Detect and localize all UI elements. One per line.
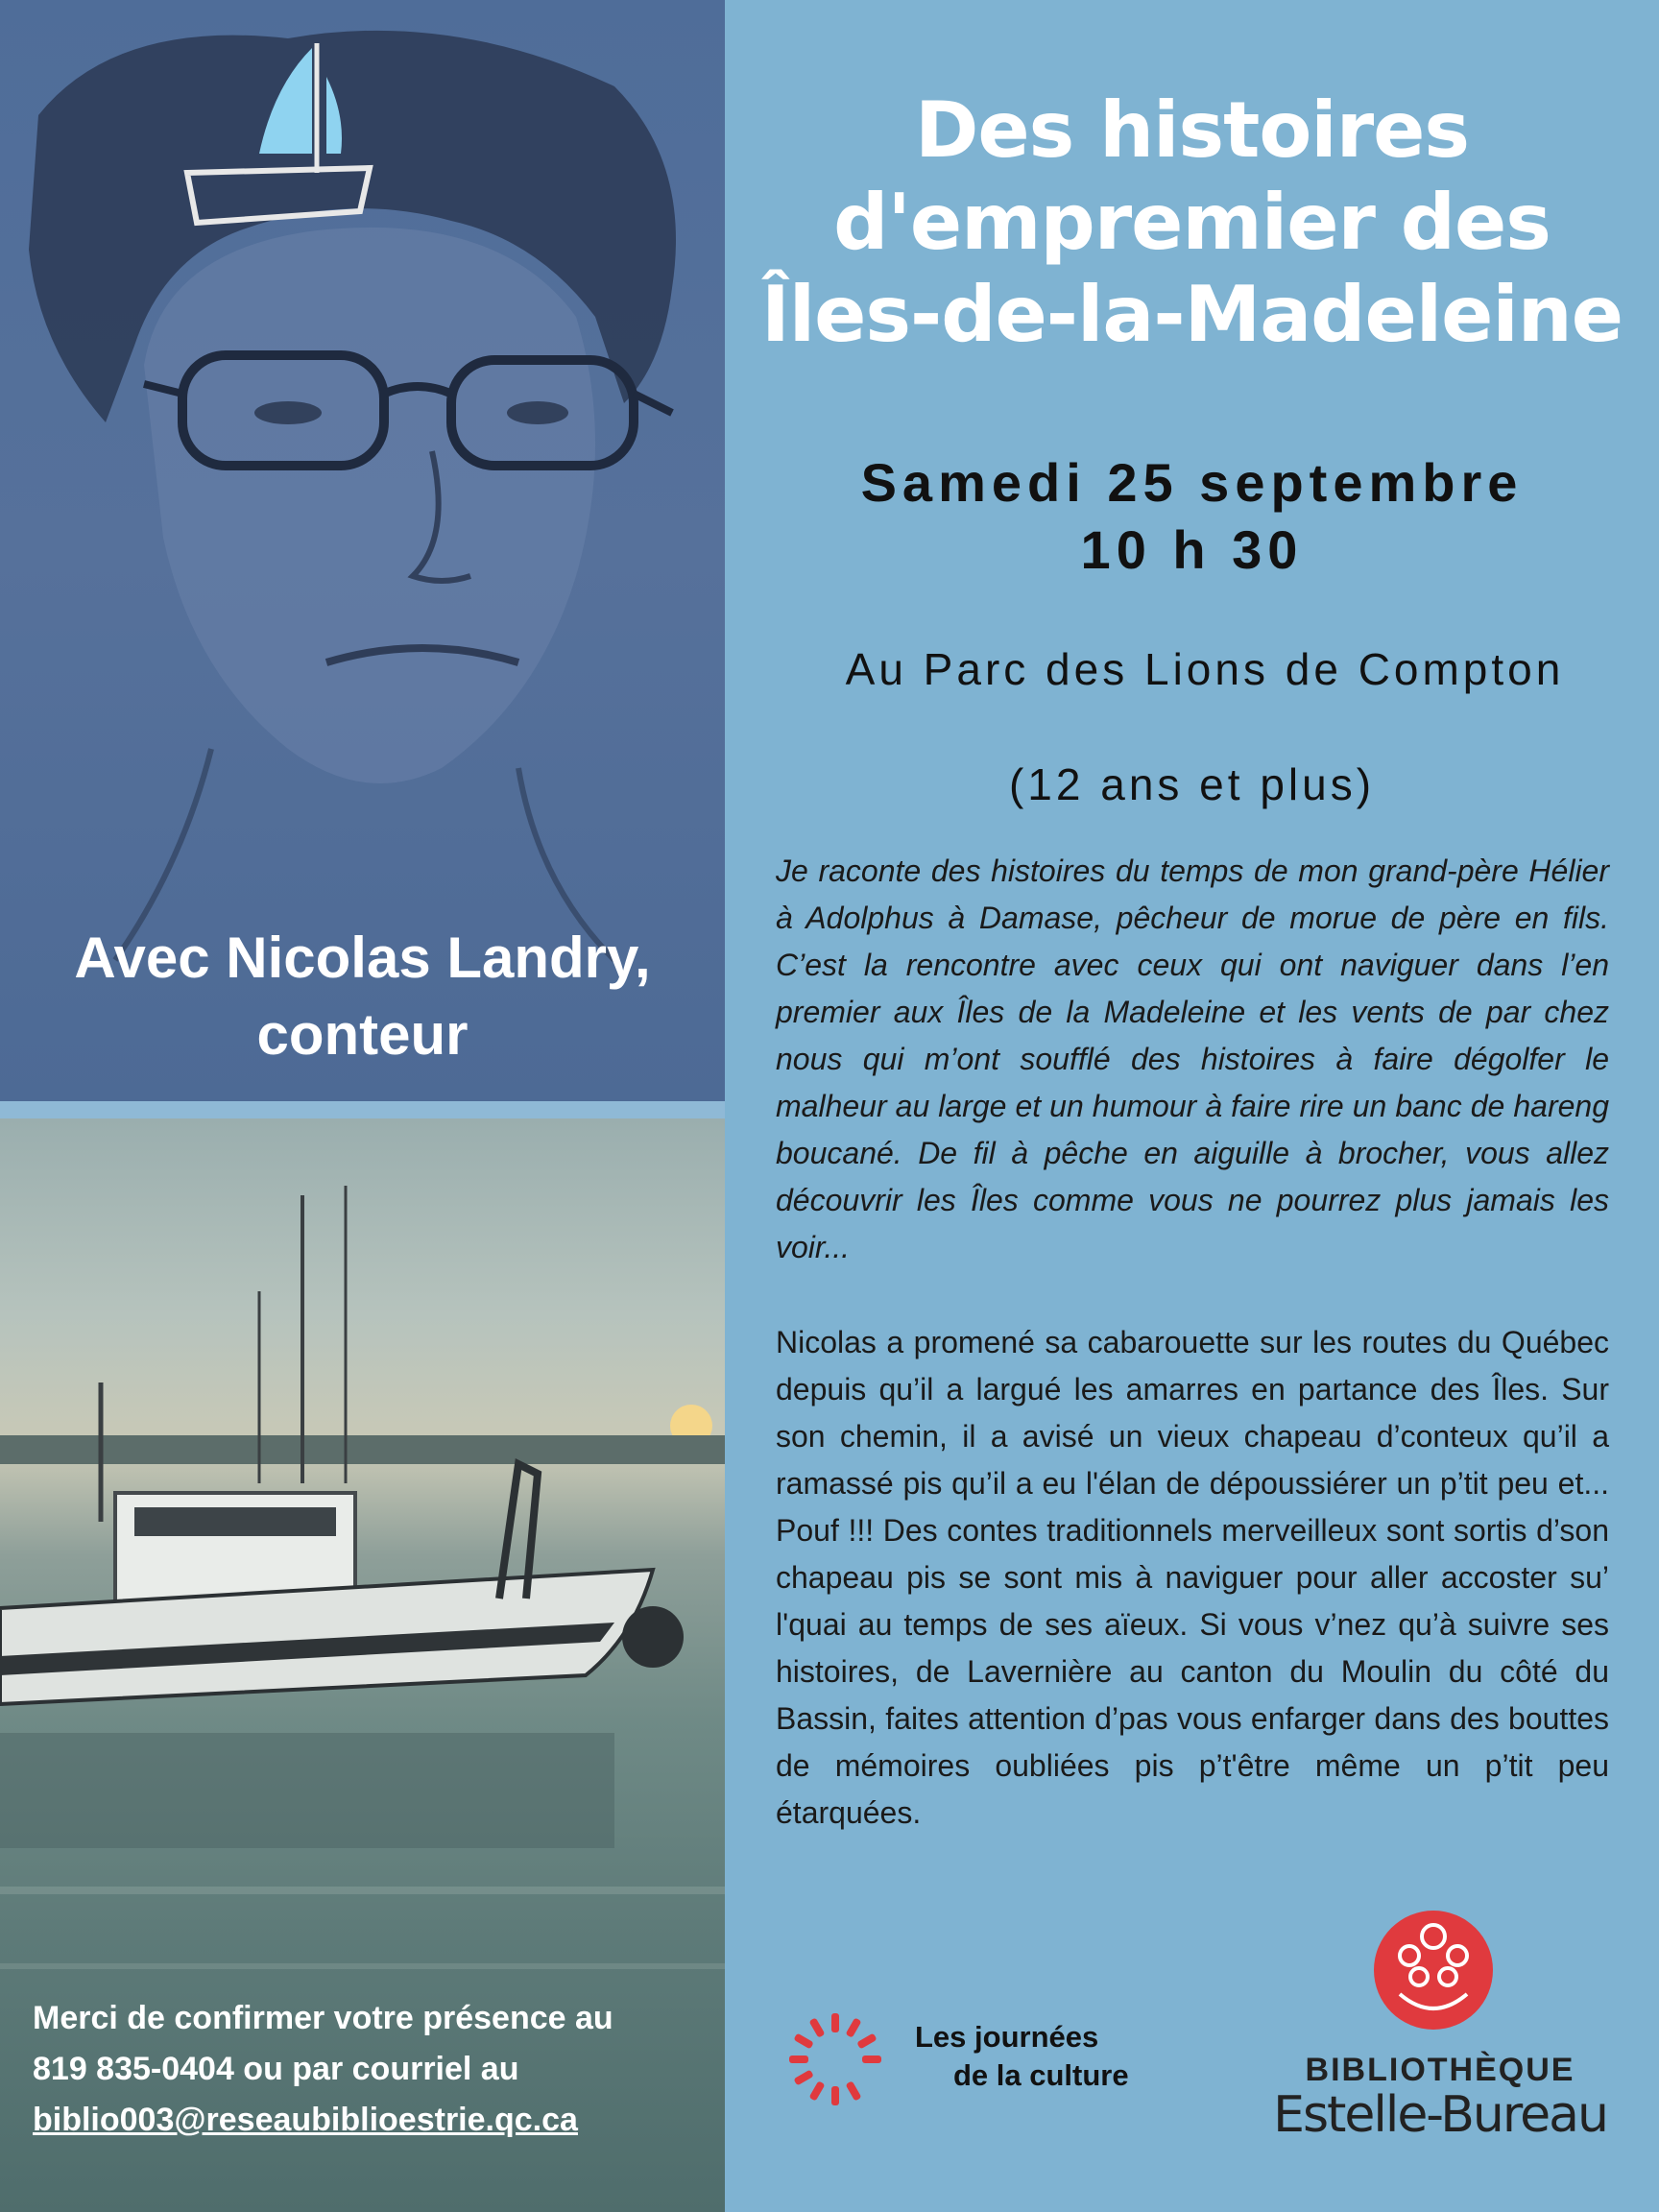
bio-paragraph: Nicolas a promené sa cabarouette sur les routes du Québec depuis qu’il a largué les amarres en partance des Îles. Sur son chemin, il a avisé un vieux chapeau d’conteux qu’il a ramassé pis qu’il a eu l'élan de dépoussiérer un p’tit peu et... Pouf !!! Des contes traditionnels merveilleux sont sortis d’son chapeau pis se sont mis à naviguer pour aller accoster su’ l'quai au temps de ses aïeux. Si vous v’nez qu’à suivre ses histoires, de Lavernière au canton du Moulin du côté du Bassin, faites attention d’pas vous enfarger dans des bouttes de mémoires oubliées pis p’t'être même un p’tit peu étarquées. bbox=[776, 1325, 1609, 1830]
event-location: Au Parc des Lions de Compton bbox=[845, 644, 1565, 694]
divider-strip bbox=[0, 1101, 725, 1118]
jdc-line2: de la culture bbox=[953, 2058, 1129, 2092]
event-day: Samedi 25 septembre bbox=[860, 452, 1524, 513]
portrait-illustration bbox=[0, 0, 725, 1101]
fishing-boat-photo bbox=[0, 1118, 725, 2212]
jdc-line1: Les journées bbox=[915, 2020, 1099, 2054]
bibliotheque-logo-icon bbox=[1371, 1908, 1496, 2032]
host-line2: conteur bbox=[256, 1002, 469, 1067]
rsvp-line1: Merci de confirmer votre présence au bbox=[33, 2000, 613, 2036]
left-column bbox=[0, 0, 725, 2212]
bib-line2: Estelle-Bureau bbox=[1273, 2086, 1607, 2144]
title-line2: d'empremier des bbox=[833, 178, 1551, 267]
title-line1: Des histoires bbox=[914, 85, 1470, 175]
rsvp-info bbox=[33, 1993, 714, 2146]
bib-line1: BIBLIOTHÈQUE bbox=[1305, 2052, 1575, 2088]
info-panel bbox=[725, 0, 1659, 2212]
event-date bbox=[725, 449, 1659, 584]
journees-culture-logo-text bbox=[915, 2018, 1129, 2095]
description-paragraph: Je raconte des histoires du temps de mon grand-père Hélier à Adolphus à Damase, pêcheur de morue de père en fils. C’est la rencontre avec ceux qui ont naviguer dans l’en premier aux Îles de la Madeleine et les vents de par chez nous qui m’ont soufflé des histoires à faire dégolfer le malheur au large et un humour à faire rire un banc de hareng boucané. De fil à pêche en aiguille à brocher, vous allez découvrir les Îles comme vous ne pourrez plus jamais les voir... bbox=[776, 854, 1609, 1264]
email-link[interactable]: biblio003@reseaubiblioestrie.qc.ca bbox=[33, 2102, 578, 2138]
age-restriction: (12 ans et plus) bbox=[1008, 759, 1376, 809]
bibliotheque-logo-text bbox=[1248, 2051, 1632, 2144]
title-line3: Îles-de-la-Madeleine bbox=[760, 270, 1623, 359]
rsvp-line2: 819 835-0404 ou par courriel au bbox=[33, 2051, 519, 2087]
event-title bbox=[725, 84, 1659, 361]
journees-culture-logo-icon bbox=[782, 2007, 888, 2112]
host-line1: Avec Nicolas Landry, bbox=[74, 926, 651, 990]
event-time: 10 h 30 bbox=[1080, 519, 1304, 580]
host-name bbox=[0, 920, 725, 1073]
